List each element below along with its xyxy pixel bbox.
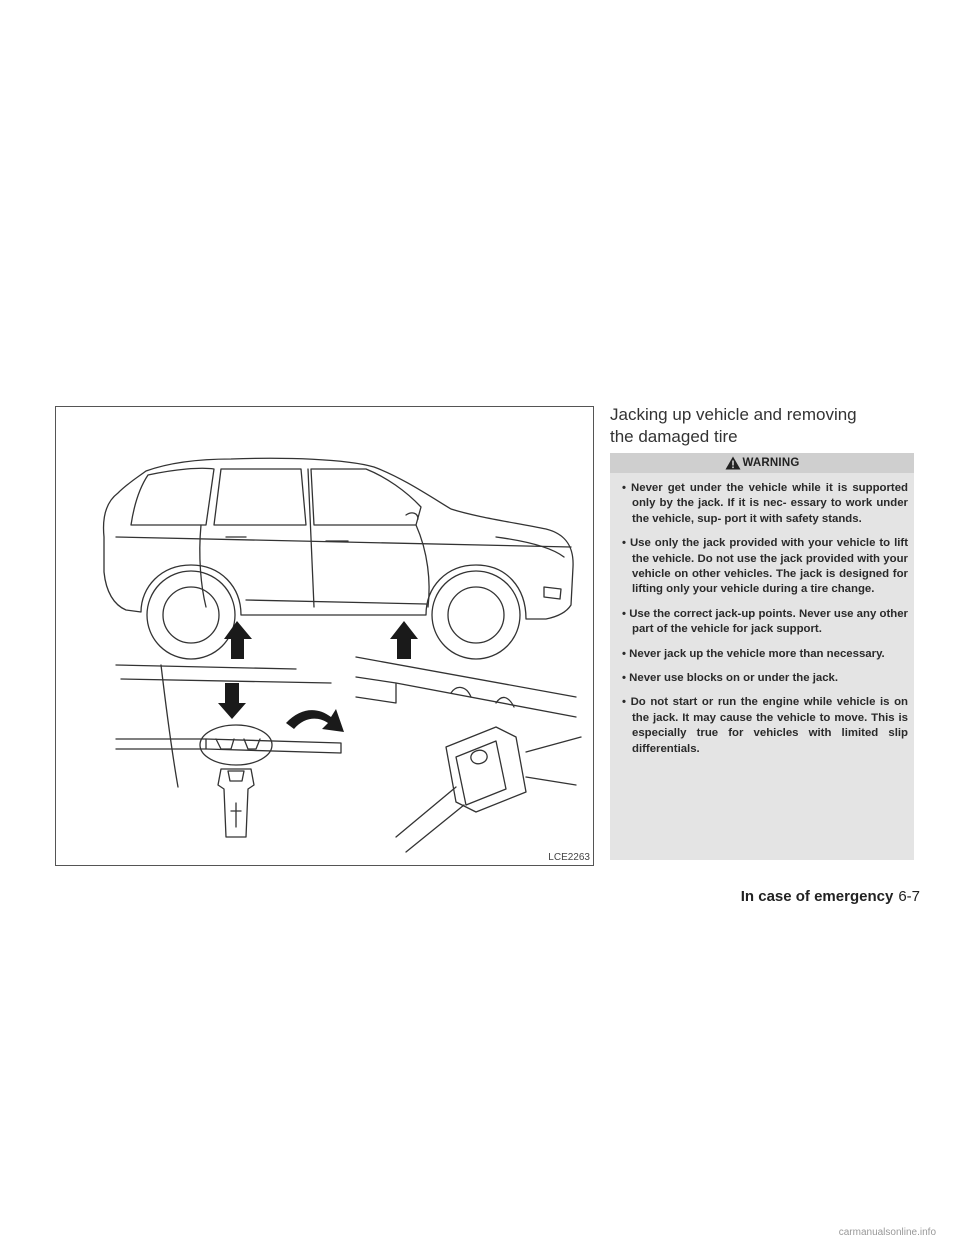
down-arrow-icon [218,683,246,719]
car-jack-diagram [56,407,595,867]
sill-flange [116,739,206,749]
warning-triangle-icon [725,456,741,470]
heading-line-2: the damaged tire [610,427,738,446]
rear-door-window [214,469,306,525]
warning-item: • Never jack up the vehicle more than necessary. [622,647,908,662]
warning-title: WARNING [742,457,800,469]
footer-section-title: In case of emergency [740,888,894,905]
warning-item: • Use only the jack provided with your vehicle to lift the vehicle. Do not use the jack provided with your vehicle on other vehicles. The jack is designed for lifting only your vehicle during a tire change. [622,536,908,598]
frame-line-top [356,657,576,697]
jack-point-highlight [200,725,272,765]
jack-handle [396,787,464,852]
frame-end [356,677,396,703]
figure-code: LCE2263 [548,852,590,863]
jack-screw [231,803,241,827]
front-tire [432,571,520,659]
page-number: 6-7 [898,888,920,905]
rotate-arrow-icon [286,709,344,732]
warning-item: • Never get under the vehicle while it is supported only by the jack. If it is nec- essary to work under the vehicle, sup- port it with safety stands. [622,481,908,527]
up-arrow-icon [224,621,252,659]
side-sill [246,600,426,604]
warning-box [610,453,914,860]
heading-line-1: Jacking up vehicle and removing [610,405,857,424]
jack-hole [471,750,487,764]
page-footer [741,888,920,905]
front-door-seam [416,525,429,607]
front-door-window [311,469,421,525]
sill-flange-cont [206,739,341,753]
jack-point-illustration [55,406,594,866]
sill-line-top [116,665,296,669]
warning-header [610,453,914,473]
sill-line-mid [121,679,331,683]
section-heading [610,404,920,448]
up-arrow-icon [390,621,418,659]
jack-saddle [228,771,244,781]
warning-item: • Do not start or run the engine while vehicle is on the jack. It may cause the vehicle to move. This is especially true for vehicles with limited slip differentials. [622,695,908,757]
jack-arm [526,737,581,785]
sill-edge [161,665,178,787]
center-pillar [308,469,314,607]
rear-tire [147,571,235,659]
warning-item: • Use the correct jack-up points. Never use any other part of the vehicle for jack support. [622,607,908,638]
front-wheel-rim [448,587,504,643]
side-mirror [406,513,418,519]
frame-line-bottom [396,683,576,717]
warning-item: • Never use blocks on or under the jack. [622,671,908,686]
rear-wheel-rim [163,587,219,643]
fog-light [544,587,561,599]
warning-list [610,473,914,757]
watermark: carmanualsonline.info [838,1227,936,1238]
rear-window [131,468,214,525]
